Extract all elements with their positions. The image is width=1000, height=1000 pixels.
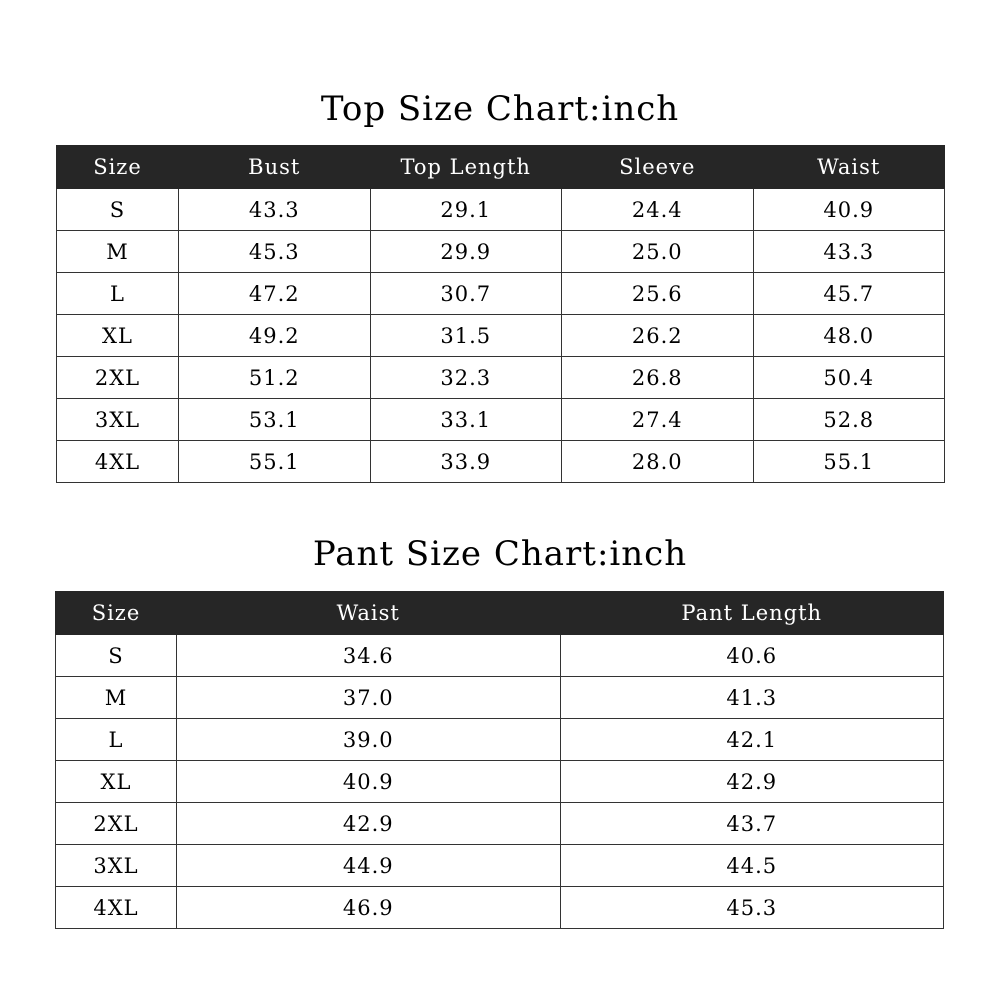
- measurement-cell: 42.9: [177, 803, 561, 845]
- measurement-cell: 45.3: [560, 887, 944, 929]
- measurement-cell: 44.5: [560, 845, 944, 887]
- table-row: [56, 761, 944, 803]
- measurement-cell: 42.9: [560, 761, 944, 803]
- size-cell: M: [57, 231, 179, 273]
- size-cell: 3XL: [56, 845, 177, 887]
- measurement-cell: 43.3: [179, 189, 371, 231]
- measurement-cell: 49.2: [179, 315, 371, 357]
- table-row: [57, 189, 945, 231]
- measurement-cell: 30.7: [370, 273, 562, 315]
- size-cell: XL: [57, 315, 179, 357]
- measurement-cell: 48.0: [753, 315, 945, 357]
- table-row: [57, 315, 945, 357]
- table-header-row: [57, 146, 945, 189]
- measurement-cell: 50.4: [753, 357, 945, 399]
- top-size-chart-title: Top Size Chart:inch: [320, 89, 680, 129]
- measurement-cell: 40.9: [753, 189, 945, 231]
- table-row: [56, 845, 944, 887]
- table-row: [57, 399, 945, 441]
- table-row: [57, 357, 945, 399]
- table-row: [57, 273, 945, 315]
- measurement-cell: 43.7: [560, 803, 944, 845]
- measurement-cell: 53.1: [179, 399, 371, 441]
- pant-size-chart-title: Pant Size Chart:inch: [312, 534, 688, 574]
- pant-size-table: [55, 591, 944, 929]
- measurement-cell: 51.2: [179, 357, 371, 399]
- table-header-row: [56, 592, 944, 635]
- measurement-cell: 41.3: [560, 677, 944, 719]
- measurement-cell: 45.7: [753, 273, 945, 315]
- measurement-cell: 31.5: [370, 315, 562, 357]
- measurement-cell: 37.0: [177, 677, 561, 719]
- column-header: Waist: [177, 592, 561, 635]
- measurement-cell: 40.6: [560, 635, 944, 677]
- measurement-cell: 24.4: [562, 189, 754, 231]
- size-cell: 4XL: [56, 887, 177, 929]
- measurement-cell: 42.1: [560, 719, 944, 761]
- column-header: Top Length: [370, 146, 562, 189]
- table-row: [57, 441, 945, 483]
- column-header: Sleeve: [562, 146, 754, 189]
- measurement-cell: 43.3: [753, 231, 945, 273]
- size-cell: 4XL: [57, 441, 179, 483]
- size-cell: 2XL: [57, 357, 179, 399]
- measurement-cell: 45.3: [179, 231, 371, 273]
- size-cell: XL: [56, 761, 177, 803]
- size-cell: S: [57, 189, 179, 231]
- measurement-cell: 44.9: [177, 845, 561, 887]
- size-cell: L: [57, 273, 179, 315]
- column-header: Bust: [179, 146, 371, 189]
- column-header: Waist: [753, 146, 945, 189]
- table-row: [56, 887, 944, 929]
- top-size-table: [56, 145, 945, 483]
- measurement-cell: 33.1: [370, 399, 562, 441]
- measurement-cell: 39.0: [177, 719, 561, 761]
- size-cell: 2XL: [56, 803, 177, 845]
- column-header: Size: [56, 592, 177, 635]
- size-cell: 3XL: [57, 399, 179, 441]
- measurement-cell: 33.9: [370, 441, 562, 483]
- measurement-cell: 29.9: [370, 231, 562, 273]
- measurement-cell: 26.8: [562, 357, 754, 399]
- measurement-cell: 40.9: [177, 761, 561, 803]
- table-row: [57, 231, 945, 273]
- size-cell: S: [56, 635, 177, 677]
- size-cell: M: [56, 677, 177, 719]
- measurement-cell: 29.1: [370, 189, 562, 231]
- table-row: [56, 635, 944, 677]
- measurement-cell: 32.3: [370, 357, 562, 399]
- column-header: Pant Length: [560, 592, 944, 635]
- measurement-cell: 55.1: [753, 441, 945, 483]
- measurement-cell: 46.9: [177, 887, 561, 929]
- table-row: [56, 803, 944, 845]
- table-row: [56, 719, 944, 761]
- measurement-cell: 47.2: [179, 273, 371, 315]
- size-cell: L: [56, 719, 177, 761]
- table-row: [56, 677, 944, 719]
- measurement-cell: 25.6: [562, 273, 754, 315]
- measurement-cell: 34.6: [177, 635, 561, 677]
- measurement-cell: 26.2: [562, 315, 754, 357]
- measurement-cell: 52.8: [753, 399, 945, 441]
- measurement-cell: 28.0: [562, 441, 754, 483]
- column-header: Size: [57, 146, 179, 189]
- measurement-cell: 55.1: [179, 441, 371, 483]
- measurement-cell: 25.0: [562, 231, 754, 273]
- measurement-cell: 27.4: [562, 399, 754, 441]
